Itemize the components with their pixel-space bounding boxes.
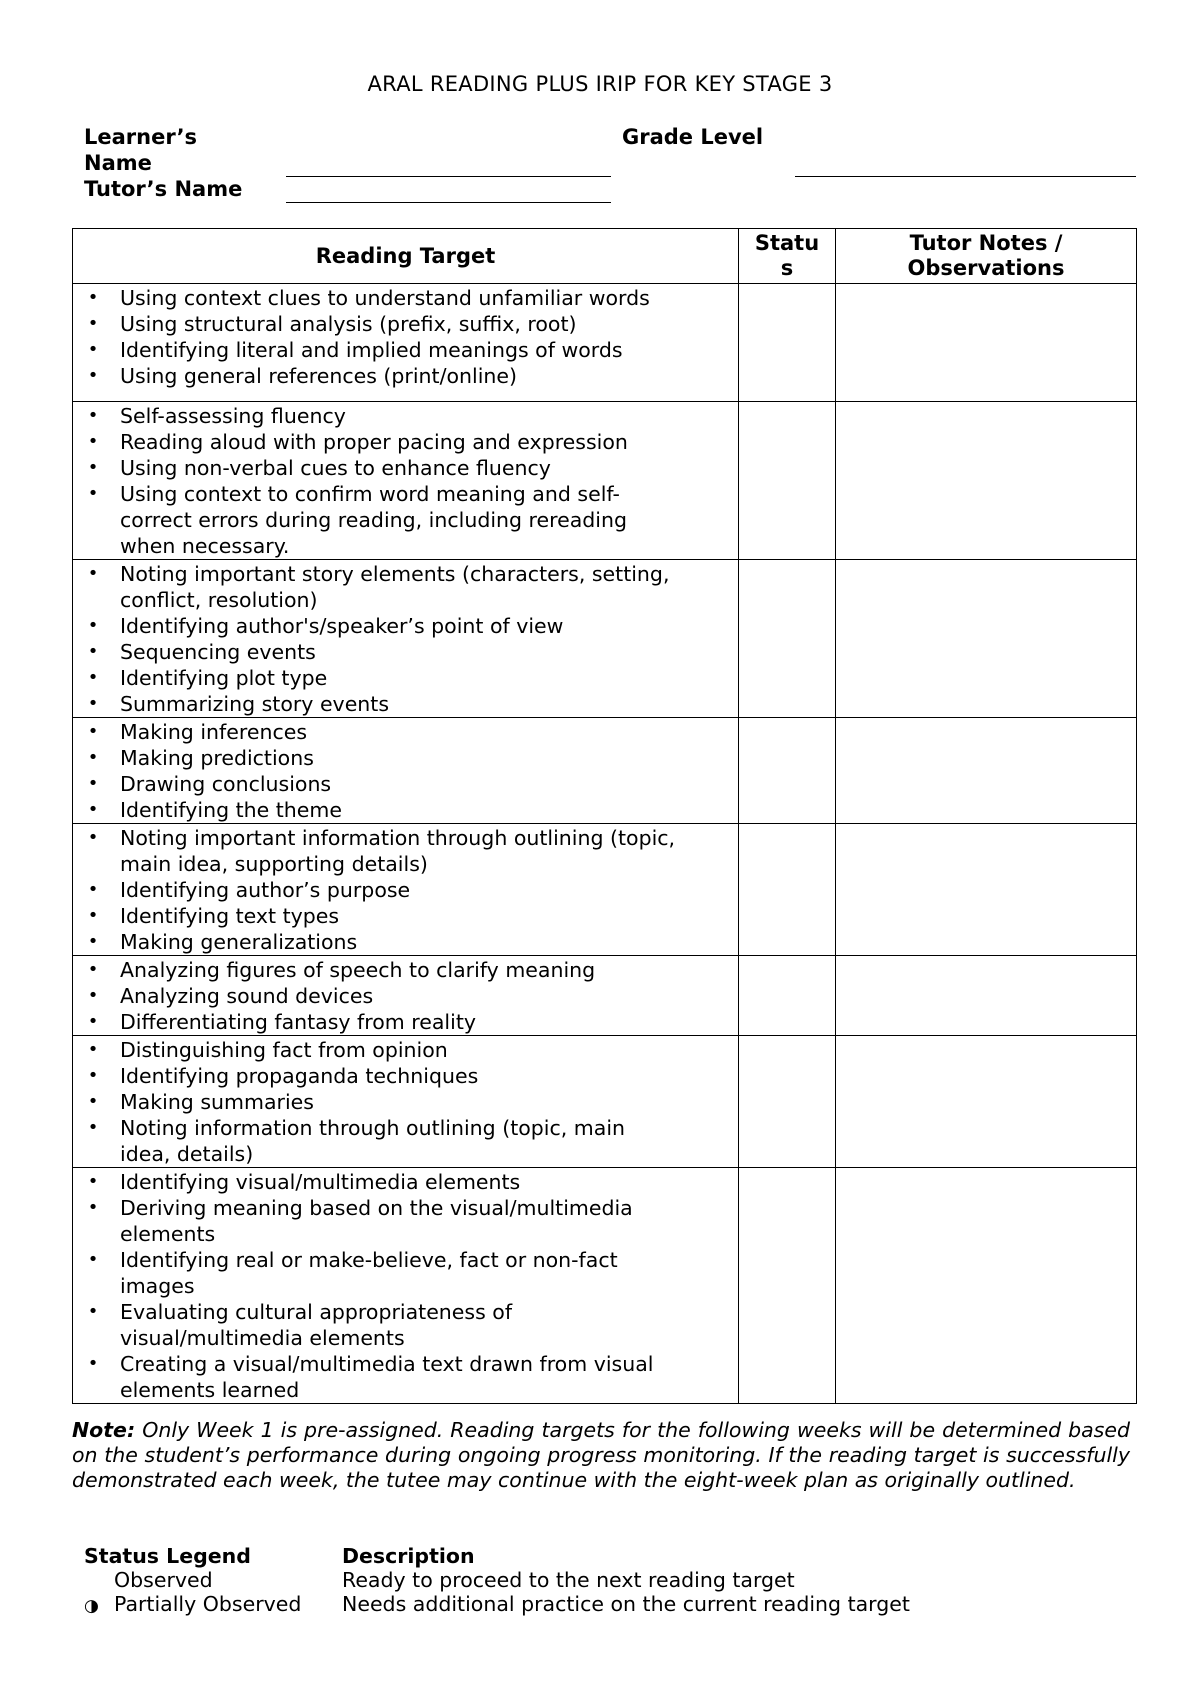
target-item-text: Sequencing events [120,640,316,664]
reading-target-cell [73,560,739,718]
target-item-text: Summarizing story events [120,692,390,716]
target-item [73,877,738,903]
learner-name-label-line2: Name [84,151,152,175]
tutor-name-field[interactable] [286,202,611,203]
status-cell[interactable] [739,718,836,824]
target-item-text: when necessary. [120,534,290,558]
target-item-text: elements [120,1222,216,1246]
target-item-text: Making inferences [120,720,308,744]
target-item [73,957,738,983]
target-item-text: Making generalizations [120,930,358,954]
target-item [73,929,738,955]
reading-target-header: Reading Target [73,229,739,284]
bullet-icon: • [87,641,99,662]
target-item [73,311,738,337]
bullet-icon: • [87,339,99,360]
target-item-text: Identifying visual/multimedia elements [120,1170,521,1194]
status-cell[interactable] [739,560,836,718]
target-item-text: Identifying the theme [120,798,342,822]
target-item [73,613,738,639]
target-item-text: Noting important story elements (characters, setting, [120,562,670,586]
reading-target-table [72,228,1137,1404]
legend-description-header: Description [342,1544,475,1568]
target-item [73,639,738,665]
target-item-text: Identifying author’s purpose [120,878,411,902]
bullet-icon: • [87,1197,99,1218]
bullet-icon: • [87,431,99,452]
reading-target-cell [73,1036,739,1168]
status-cell[interactable] [739,1036,836,1168]
target-item-text: Analyzing figures of speech to clarify meaning [120,958,596,982]
target-item-text: Distinguishing fact from opinion [120,1038,448,1062]
grade-level-label: Grade Level [622,125,764,149]
target-list [73,718,738,823]
target-item-text: Identifying propaganda techniques [120,1064,479,1088]
legend-status-header: Status Legend [84,1544,251,1568]
bullet-icon: • [87,615,99,636]
target-item-text: elements learned [120,1378,300,1402]
target-item-text: Self-assessing fluency [120,404,346,428]
tutor-notes-cell[interactable] [836,1168,1137,1404]
tutor-notes-header-line2: Observations [907,256,1065,280]
target-item-text: Identifying text types [120,904,340,928]
tutor-name-label: Tutor’s Name [84,177,243,201]
target-item [73,1037,738,1063]
status-cell[interactable] [739,824,836,956]
tutor-notes-cell[interactable] [836,560,1137,718]
bullet-icon: • [87,799,99,820]
bullet-icon: • [87,1249,99,1270]
target-item-text: main idea, supporting details) [120,852,428,876]
target-item-text: Using context to confirm word meaning and self- [120,482,620,506]
bullet-icon: • [87,879,99,900]
target-item-text: Reading aloud with proper pacing and expression [120,430,628,454]
reading-target-cell [73,284,739,402]
reading-target-cell [73,824,739,956]
target-item [73,797,738,823]
target-item [73,691,738,717]
learner-name-label [84,124,197,176]
learner-name-field[interactable] [286,176,611,177]
target-item [73,665,738,691]
table-row [73,402,1137,560]
tutor-notes-cell[interactable] [836,824,1137,956]
legend-description-partially-observed: Needs additional practice on the current reading target [342,1592,910,1616]
target-item-text: Analyzing sound devices [120,984,374,1008]
learner-name-label-line1: Learner’s [84,125,198,149]
bullet-icon: • [87,1117,99,1138]
target-list [73,1168,738,1403]
bullet-icon: • [87,931,99,952]
table-row [73,284,1137,402]
bullet-icon: • [87,1011,99,1032]
bullet-icon: • [87,313,99,334]
target-item [73,983,738,1009]
bullet-icon: • [87,365,99,386]
bullet-icon: • [87,1065,99,1086]
target-item [73,1299,738,1351]
legend-status-observed: Observed [114,1568,213,1592]
target-item [73,455,738,481]
tutor-notes-cell[interactable] [836,1036,1137,1168]
note-label: Note: [72,1418,136,1442]
status-cell[interactable] [739,402,836,560]
status-cell[interactable] [739,1168,836,1404]
bullet-icon: • [87,905,99,926]
table-row [73,718,1137,824]
bullet-icon: • [87,405,99,426]
bullet-icon: • [87,985,99,1006]
bullet-icon: • [87,287,99,308]
bullet-icon: • [87,563,99,584]
status-cell[interactable] [739,956,836,1036]
target-item-text: Evaluating cultural appropriateness of [120,1300,513,1324]
grade-level-field[interactable] [795,176,1136,177]
target-item-text: correct errors during reading, including rereading [120,508,628,532]
target-item-text: idea, details) [120,1142,254,1166]
tutor-notes-header [836,229,1137,284]
table-row [73,560,1137,718]
table-header-row [73,229,1137,284]
document-title: ARAL READING PLUS IRIP FOR KEY STAGE 3 [367,72,833,96]
bullet-icon: • [87,959,99,980]
target-item [73,1063,738,1089]
status-header-line2: s [780,256,794,280]
target-list [73,560,738,717]
legend-status-partially-observed: Partially Observed [114,1592,302,1616]
target-item [73,1351,738,1403]
target-item-text: visual/multimedia elements [120,1326,405,1350]
target-item-text: Making predictions [120,746,314,770]
target-item [73,1247,738,1299]
tutor-notes-header-line1: Tutor Notes / [909,231,1063,255]
target-item [73,903,738,929]
table-row [73,1168,1137,1404]
bullet-icon: • [87,773,99,794]
target-item [73,561,738,613]
target-list [73,824,738,955]
table-row [73,824,1137,956]
reading-target-cell [73,718,739,824]
bullet-icon: • [87,1171,99,1192]
status-header [739,229,836,284]
target-item-text: Creating a visual/multimedia text drawn from visual [120,1352,654,1376]
target-item-text: Drawing conclusions [120,772,332,796]
target-item [73,825,738,877]
target-item-text: conflict, resolution) [120,588,318,612]
target-item-text: Identifying author's/speaker’s point of view [120,614,564,638]
target-item [73,1195,738,1247]
target-item [73,745,738,771]
bullet-icon: • [87,827,99,848]
target-item [73,429,738,455]
status-header-line1: Statu [754,231,820,255]
bullet-icon: • [87,1301,99,1322]
target-item-text: Using general references (print/online) [120,364,518,388]
bullet-icon: • [87,747,99,768]
bullet-icon: • [87,667,99,688]
target-item-text: Identifying literal and implied meanings of words [120,338,623,362]
reading-target-cell [73,402,739,560]
reading-target-cell [73,956,739,1036]
legend-description-observed: Ready to proceed to the next reading target [342,1568,795,1592]
note-text: Only Week 1 is pre-assigned. Reading targets for the following weeks will be determined based on the student’s performance during ongoing progress monitoring. If the reading target is successfully demonstrated each week, the tutee may continue with the eight-week plan as originally outlined. [72,1418,1130,1492]
target-item-text: Identifying plot type [120,666,328,690]
target-item [73,403,738,429]
target-list [73,402,738,559]
target-item [73,719,738,745]
target-item-text: Identifying real or make-believe, fact or non-fact [120,1248,618,1272]
target-item [73,481,738,559]
target-item-text: Using non-verbal cues to enhance fluency [120,456,551,480]
target-item-text: Noting information through outlining (topic, main [120,1116,626,1140]
bullet-icon: • [87,457,99,478]
target-item [73,1115,738,1167]
target-item-text: images [120,1274,195,1298]
status-cell[interactable] [739,284,836,402]
target-item-text: Differentiating fantasy from reality [120,1010,476,1034]
half-circle-icon: ◑ [84,1596,99,1616]
tutor-notes-cell[interactable] [836,284,1137,402]
target-item [73,1009,738,1035]
table-row [73,1036,1137,1168]
bullet-icon: • [87,1039,99,1060]
target-item-text: Using context clues to understand unfamiliar words [120,286,650,310]
bullet-icon: • [87,1091,99,1112]
target-item-text: Making summaries [120,1090,314,1114]
target-item [73,1089,738,1115]
target-list [73,1036,738,1167]
bullet-icon: • [87,721,99,742]
reading-target-cell [73,1168,739,1404]
target-list [73,284,738,389]
tutor-notes-cell[interactable] [836,956,1137,1036]
target-item-text: Noting important information through outlining (topic, [120,826,676,850]
tutor-notes-cell[interactable] [836,402,1137,560]
tutor-notes-cell[interactable] [836,718,1137,824]
note-paragraph [72,1418,1130,1493]
target-item [73,1169,738,1195]
target-item [73,337,738,363]
table-row [73,956,1137,1036]
target-item [73,771,738,797]
target-item-text: Deriving meaning based on the visual/multimedia [120,1196,633,1220]
target-item [73,285,738,311]
bullet-icon: • [87,1353,99,1374]
bullet-icon: • [87,483,99,504]
target-item [73,363,738,389]
bullet-icon: • [87,693,99,714]
target-item-text: Using structural analysis (prefix, suffix, root) [120,312,577,336]
target-list [73,956,738,1035]
